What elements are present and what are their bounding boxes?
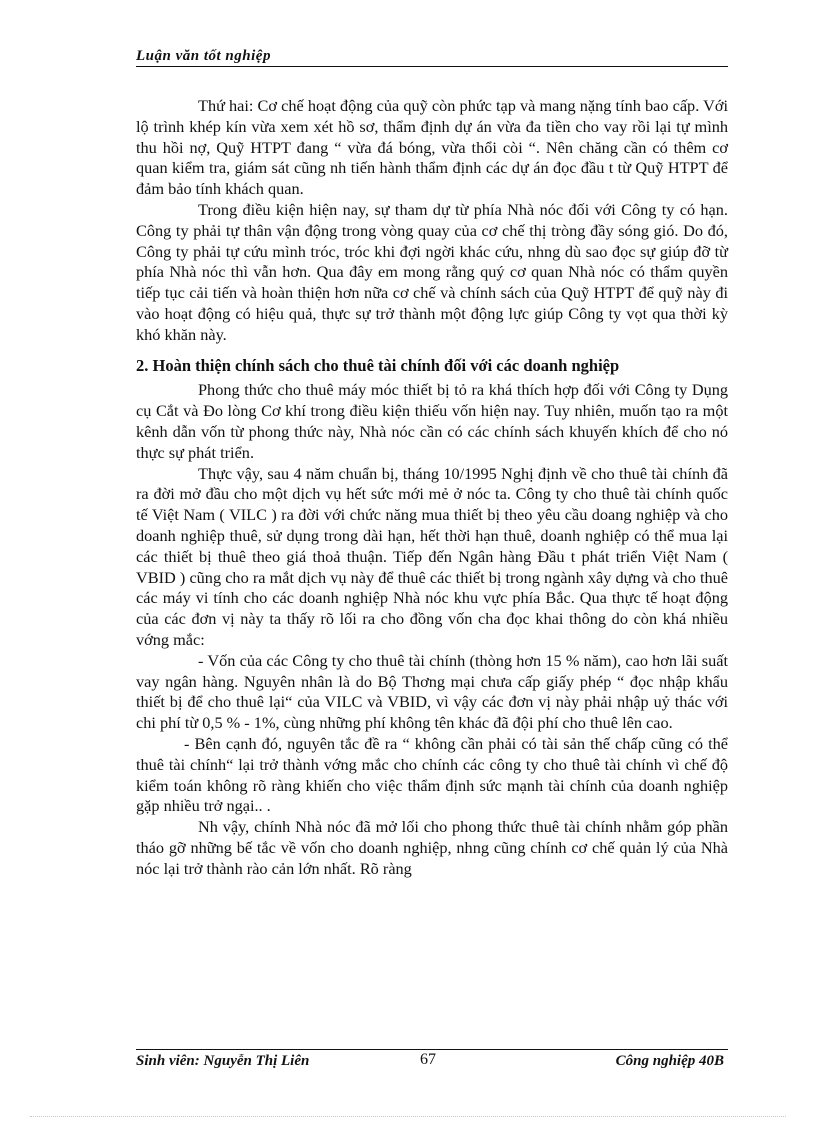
body-text [136,96,728,879]
footer-student-name: Sinh viên: Nguyễn Thị Liên [136,1053,310,1069]
page-number: 67 [420,1051,436,1068]
paragraph-4: Thực vậy, sau 4 năm chuẩn bị, tháng 10/1995 Nghị định về cho thuê tài chính đã ra đời mở đầu cho một dịch vụ hết sức mới mẻ ở nóc ta. Công ty cho thuê tài chính quốc tế Việt Nam ( VILC ) ra đời với chức năng mua thiết bị theo yêu cầu doang nghiệp và cho doanh nghiệp thuê, sử dụng trong dài hạn, hết thời hạn thuê, doanh nghiệp có thể mua lại các thiết bị thuê theo giá thoả thuận. Tiếp đến Ngân hàng Đầu t phát triển Việt Nam ( VBID ) cũng cho ra mắt dịch vụ này để thuê các thiết bị trong ngành xây dựng và cho thuê các máy vi tính cho các doanh nghiệp Nhà nóc khu vực phía Bắc. Qua thực tế hoạt động của các đơn vị này ta thấy rõ lối ra cho đồng vốn cha đọc khai thông do còn khá nhiều vớng mắc: [136,463,728,649]
page-edge-divider [30,1116,786,1117]
header-rule [136,66,728,67]
paragraph-1: Thứ hai: Cơ chế hoạt động của quỹ còn phức tạp và mang nặng tính bao cấp. Với lộ trình khép kín vừa xem xét hồ sơ, thẩm định dự án vừa đa tiền cho vay rồi lại tự mình thu hồi nợ, Quỹ HTPT đang “ vừa đá bóng, vừa thổi còi “. Nên chăng cần có thêm cơ quan kiểm tra, giám sát cũng nh tiến hành thẩm định các dự án đọc đầu t từ Quỹ HTPT để đảm bảo tính khách quan. [136,96,728,199]
paragraph-3: Phong thức cho thuê máy móc thiết bị tỏ ra khá thích hợp đối với Công ty Dụng cụ Cắt và Đo lòng Cơ khí trong điều kiện thiếu vốn hiện nay. Tuy nhiên, muốn tạo ra một kênh dẫn vốn từ phong thức này, Nhà nóc cần có các chính sách khuyến khích để cho nó thực sự phát triển. [136,380,728,462]
running-header: Luận văn tốt nghiệp [136,48,271,64]
paragraph-5: Nh vậy, chính Nhà nóc đã mở lối cho phong thức thuê tài chính nhằm góp phần tháo gỡ những bế tắc về vốn cho doanh nghiệp, nhng cũng chính cơ chế quản lý của Nhà nóc lại trở thành rào cản lớn nhất. Rõ ràng [136,817,728,878]
paragraph-2: Trong điều kiện hiện nay, sự tham dự từ phía Nhà nóc đối với Công ty có hạn. Công ty phải tự thân vận động trong vòng quay của cơ chế thị tròng đầy sóng gió. Do đó, Công ty phải tự cứu mình tróc, tróc khi đợi ngời khác cứu, nhng dù sao đọc sự giúp đỡ từ phía Nhà nóc thì vẫn hơn. Qua đây em mong rằng quý cơ quan Nhà nóc có thẩm quyền tiếp tục cải tiến và hoàn thiện hơn nữa cơ chế và chính sách của Quỹ HTPT để quỹ này đi vào hoạt động có hiệu quả, thực sự trở thành một động lực giúp Công ty vọt qua thời kỳ khó khăn này. [136,199,728,344]
bullet-paragraph-1: - Vốn của các Công ty cho thuê tài chính (thòng hơn 15 % năm), cao hơn lãi suất vay ngân hàng. Nguyên nhân là do Bộ Thơng mại chưa cấp giấy phép “ đọc nhập khẩu thiết bị để cho thuê lại“ của VILC và VBID, vì vậy các đơn vị này phải nhập uỷ thác với chi phí từ 0,5 % - 1%, cùng những phí không tên khác đã đội phí cho thuê lên cao. [136,650,728,733]
section-heading: 2. Hoàn thiện chính sách cho thuê tài chính đối với các doanh nghiệp [136,355,620,375]
footer-class-name: Công nghiệp 40B [615,1053,724,1069]
bullet-paragraph-2: - Bên cạnh đó, nguyên tắc đề ra “ không cần phải có tài sản thế chấp cũng có thể thuê tài chính“ lại trở thành vớng mắc cho chính các công ty cho thuê tài chính vì chế độ kiểm toán không rõ ràng khiến cho việc thẩm định sức mạnh tài chính của doanh nghiệp gặp nhiều trở ngại.. . [136,733,728,816]
footer-rule [136,1049,728,1050]
